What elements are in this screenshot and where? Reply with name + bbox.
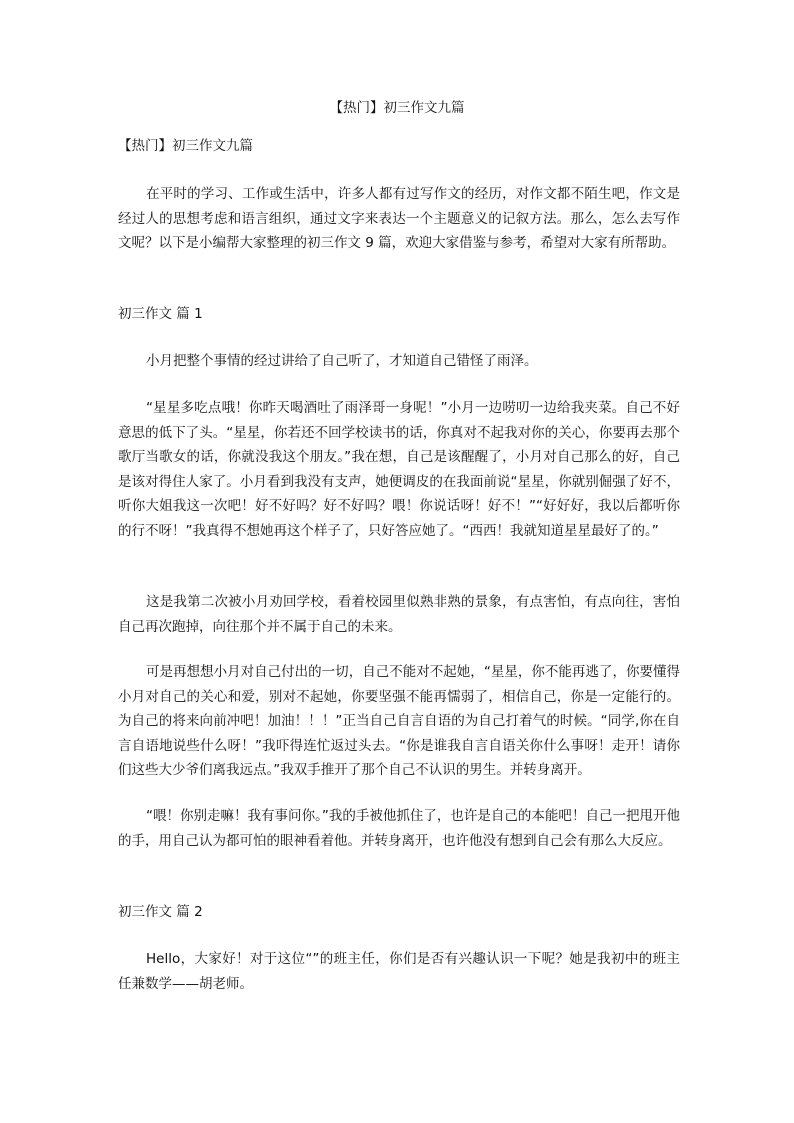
essay-1-paragraph-3: 这是我第二次被小月劝回学校，看着校园里似熟非熟的景象，有点害怕，有点向往，害怕自己再次跑掉，向往那个并不属于自己的未来。: [118, 594, 680, 635]
essay-1-paragraph-1: 小月把整个事情的经过讲给了自己听了，才知道自己错怪了雨泽。: [146, 353, 538, 369]
intro-paragraph: 在平时的学习、工作或生活中，许多人都有过写作文的经历，对作文都不陌生吧，作文是经过人的思想考虑和语言组织，通过文字来表达一个主题意义的记叙方法。那么，怎么去写作文呢？以下是小编帮大家整理的初三作文 9 篇，欢迎大家借鉴与参考，希望对大家有所帮助。: [118, 186, 680, 251]
document-title: 【热门】初三作文九篇: [329, 100, 465, 116]
essay-2-heading: 初三作文 篇 2: [118, 904, 203, 920]
document-subtitle: 【热门】初三作文九篇: [118, 138, 253, 154]
essay-1-paragraph-5: “喂！你别走嘛！我有事问你。”我的手被他抓住了，也许是自己的本能吧！自己一把甩开他的手，用自己认为都可怕的眼神看着他。并转身离开，也许他没有想到自己会有那么大反应。: [118, 808, 680, 849]
essay-1-paragraph-4: 可是再想想小月对自己付出的一切，自己不能对不起她，“星星，你不能再逃了，你要懂得小月对自己的关心和爱，别对不起她，你要坚强不能再懦弱了，相信自己，你是一定能行的。为自己的将来向前冲吧！加油！！！”正当自己自言自语的为自己打着气的时候。“同学,你在自言自语地说些什么呀！”我吓得连忙返过头去。“你是谁我自言自语关你什么事呀！走开！请你们这些大少爷们离我远点。”我双手推开了那个自己不认识的男生。并转身离开。: [118, 664, 680, 778]
essay-2-paragraph-1: Hello，大家好！对于这位“”的班主任，你们是否有兴趣认识一下呢？她是我初中的班主任兼数学——胡老师。: [118, 951, 680, 992]
essay-1-paragraph-2: “星星多吃点哦！你昨天喝酒吐了雨泽哥一身呢！”小月一边唠叨一边给我夹菜。自己不好意思的低下了头。“星星，你若还不回学校读书的话，你真对不起我对你的关心，你要再去那个歌厅当歌女的话，你就没我这个朋友。”我在想，自己是该醒醒了，小月对自己那么的好，自己是该对得住人家了。小月看到我没有支声，她便调皮的在我面前说“星星，你就别倔强了好不，听你大姐我这一次吧！好不好吗？好不好吗？喂！你说话呀！好不！”“好好好，我以后都听你的行不呀！”我真得不想她再这个样子了，只好答应她了。“西西！我就知道星星最好了的。”: [118, 400, 680, 539]
essay-1-heading: 初三作文 篇 1: [118, 306, 203, 322]
